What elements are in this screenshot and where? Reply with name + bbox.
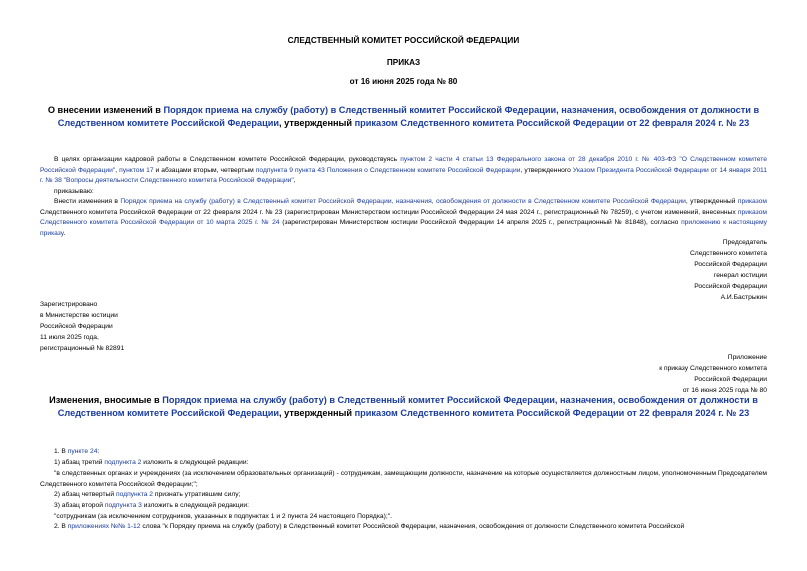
signature-line: А.И.Бастрыкин xyxy=(720,293,767,301)
registration-line: Российской Федерации xyxy=(40,322,113,330)
appendix-line: Российской Федерации xyxy=(694,375,767,383)
signature-line: Председатель xyxy=(722,239,767,246)
changes-title xyxy=(40,394,767,420)
main-text-c: Следственного комитета Российской Федерации от 22 февраля 2024 г. № 23 (зарегистрирован Министерством юстиции Российской Федерации 24 мая 2024 г., регистрационный № 78259), с учетом изменений, внесенных xyxy=(40,208,738,216)
item-1-text-b: : xyxy=(97,448,100,455)
quote-2: "сотрудникам (за исключением сотрудников, указанных в подпунктах 1 и 2 пункта 24 настоящего Порядка);". xyxy=(54,513,392,520)
main-link-procedure[interactable]: Порядок приема на службу (работу) в Следственный комитет Российской Федерации, назначения, освобождения от должности в Следственном комитете Российской Федерации xyxy=(120,198,686,205)
item-2-link[interactable]: приложениях №№ 1-12 xyxy=(67,523,141,530)
signature-line: Российской Федерации xyxy=(694,260,767,268)
preamble-link-law[interactable]: пунктом 2 части 4 статьи 13 Федерального закона от 28 декабря 2010 г. № 403-ФЗ "О Следственном комитете Российской Федерации" xyxy=(40,156,767,174)
subitem-3-text-b: изложить в следующей редакции: xyxy=(141,502,249,509)
signature-block xyxy=(690,238,767,303)
signature-line: генерал юстиции xyxy=(713,271,767,279)
changes-title-text-2: , утвержденный xyxy=(279,408,355,418)
changes-title-link-2[interactable]: приказом Следственного комитета Российской Федерации от 22 февраля 2024 г. № 23 xyxy=(354,408,750,418)
appendix-line: от 16 июня 2025 года № 80 xyxy=(682,386,767,394)
registration-block xyxy=(40,300,124,355)
order-word: приказываю: xyxy=(54,188,94,195)
main-text-b: , утвержденный xyxy=(685,198,738,205)
subitem-3-link[interactable]: подпункта 3 xyxy=(104,502,142,509)
subitem-1-text: 1) абзац третий xyxy=(54,459,105,466)
subitem-2-link[interactable]: подпункта 2 xyxy=(115,491,154,498)
preamble-text-c: и абзацами вторым, четвертым xyxy=(153,166,256,174)
preamble-link-point17[interactable]: пунктом 17 xyxy=(119,166,154,174)
subitem-1-link[interactable]: подпункта 2 xyxy=(104,459,142,466)
subitem-1-text-b: изложить в следующей редакции: xyxy=(141,459,249,466)
appendix-line: к приказу Следственного комитета xyxy=(659,364,767,372)
main-text-a: Внести изменения в xyxy=(54,198,121,205)
appendix-block xyxy=(659,353,767,397)
item-1-text: 1. В xyxy=(54,448,68,455)
org-name: СЛЕДСТВЕННЫЙ КОМИТЕТ РОССИЙСКОЙ ФЕДЕРАЦИИ xyxy=(287,36,520,45)
subitem-3-text: 3) абзац второй xyxy=(54,502,105,509)
order-title xyxy=(40,104,767,130)
subitem-2-text: 2) абзац четвертый xyxy=(54,491,116,498)
preamble-text-b: , xyxy=(115,166,120,174)
subitem-2-text-b: признать утратившим силу; xyxy=(153,491,241,498)
appendix-line: Приложение xyxy=(727,354,767,361)
preamble-text-a: В целях организации кадровой работы в Следственном комитете Российской Федерации, руководствуясь xyxy=(54,156,401,163)
signature-line: Российской Федерации xyxy=(694,282,767,290)
order-title-text: О внесении изменений в xyxy=(47,105,164,115)
item-1-link[interactable]: пункте 24 xyxy=(67,448,98,455)
order-title-link-2[interactable]: приказом Следственного комитета Российской Федерации от 22 февраля 2024 г. № 23 xyxy=(354,118,750,128)
main-text-d: (зарегистрирован Министерством юстиции Российской Федерации 14 апреля 2025 г., регистрационный № 81848), согласно xyxy=(279,219,682,227)
quote-1: "в следственных органах и учреждениях (за исключением образовательных организаций) - сотрудникам, замещающим должности, назначение на которые осуществляется должностным лицом, уполномоченным Председателем Следственного комитета Российской Федерации;"; xyxy=(40,470,767,488)
order-title-text-2: , утвержденный xyxy=(279,118,355,128)
main-link-appendix[interactable]: приложению к настоящему приказу xyxy=(40,219,767,238)
doc-type: ПРИКАЗ xyxy=(386,58,421,67)
changes-title-text: Изменения, вносимые в xyxy=(49,395,163,405)
doc-date-number: от 16 июня 2025 года № 80 xyxy=(349,77,458,86)
registration-line: регистрационный № 82891 xyxy=(40,344,125,352)
preamble-text-d: , утвержденного xyxy=(520,166,573,174)
item-2-text: 2. В xyxy=(54,523,68,530)
subitem-3 xyxy=(54,501,249,512)
subitem-1 xyxy=(54,458,248,469)
preamble xyxy=(40,155,767,187)
main-text-e: . xyxy=(63,230,66,238)
item-2-text-b: слова "к Порядку приема на службу (работу) в Следственный комитет Российской Федерации, назначения, освобождения от должности Следственного комитета Российской xyxy=(140,523,685,530)
preamble-link-regulation[interactable]: подпункта 9 пункта 43 Положения о Следственном комитете Российской Федерации xyxy=(255,166,521,174)
main-link-order-2025[interactable]: приказом Следственного комитета Российской Федерации от 10 марта 2025 г. № 24 xyxy=(40,208,767,227)
registration-line: 11 июля 2025 года, xyxy=(40,333,99,341)
preamble-text-e: , xyxy=(293,177,296,185)
changes-title-link[interactable]: Порядок приема на службу (работу) в Следственный комитет Российской Федерации, назначения, освобождения от должности в Следственном комитете Российской Федерации xyxy=(57,395,758,418)
signature-line: Следственного комитета xyxy=(689,249,767,257)
registration-line: Зарегистрировано xyxy=(40,301,98,308)
preamble-link-decree[interactable]: Указом Президента Российской Федерации от 14 января 2011 г. № 38 "Вопросы деятельности Следственного комитета Российской Федерации" xyxy=(40,166,767,185)
main-paragraph xyxy=(40,197,767,240)
registration-line: в Министерстве юстиции xyxy=(40,311,118,319)
subitem-2 xyxy=(54,490,240,501)
item-2 xyxy=(54,522,767,533)
order-title-link[interactable]: Порядок приема на службу (работу) в Следственный комитет Российской Федерации, назначения, освобождения от должности в Следственном комитете Российской Федерации xyxy=(57,105,760,128)
main-link-order[interactable]: приказом xyxy=(737,198,767,205)
item-1 xyxy=(54,447,99,458)
